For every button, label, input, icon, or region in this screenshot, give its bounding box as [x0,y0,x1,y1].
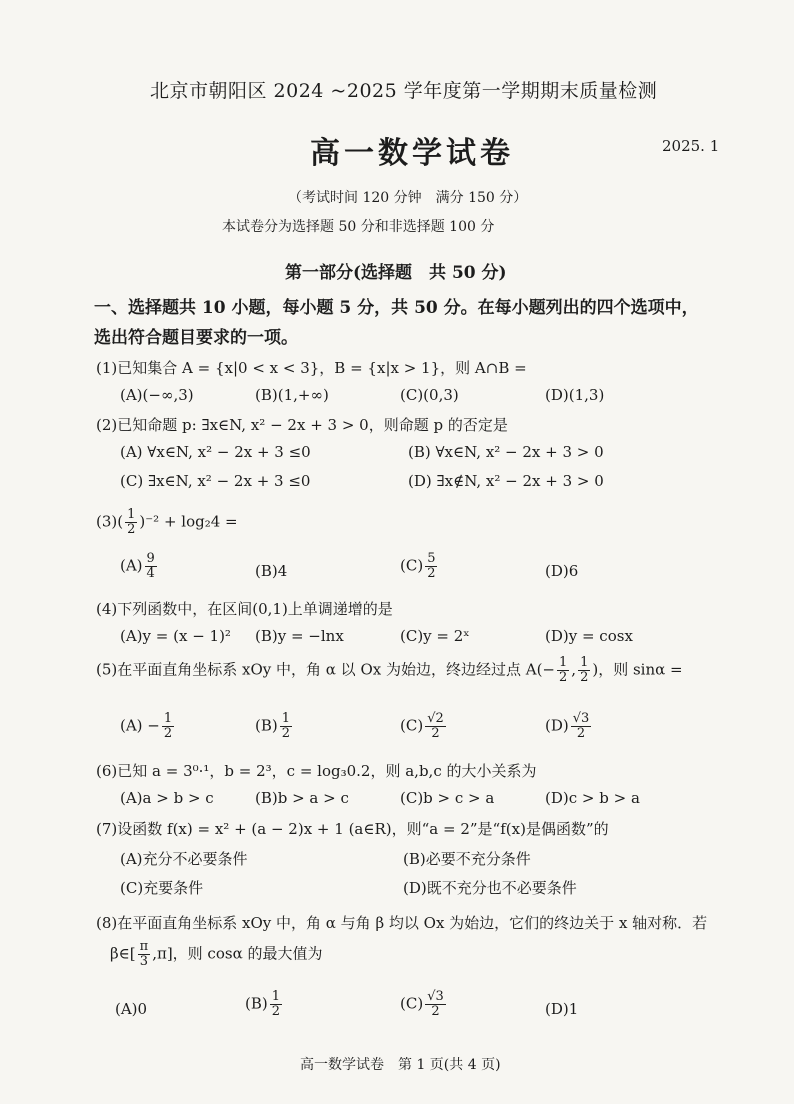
q5-b-den: 2 [281,726,291,741]
q7-option-d: (D)既不充分也不必要条件 [403,879,577,897]
q5-d-label: (D) [545,716,569,735]
q3-option-b: (B)4 [255,562,288,580]
q5-stem-pre: (5)在平面直角坐标系 xOy 中，角 α 以 Ox 为始边，终边经过点 A(− [96,660,555,679]
q3-a-den: 4 [146,566,155,581]
q8-c-den: 2 [431,1004,440,1019]
q5-a-fraction [162,712,174,741]
question-1-stem: (1)已知集合 A = {x|0 < x < 3}，B = {x|x > 1}，则 A∩B = [96,359,527,377]
question-8-stem-line2 [110,940,322,969]
q3-c-fraction [425,552,437,581]
q4-option-a: (A)y = (x − 1)² [120,627,231,645]
exam-name: 北京市朝阳区 2024 ~2025 学年度第一学期期末质量检测 [150,80,658,102]
q8-stem2-den: 3 [139,954,149,969]
q5-a-num: 1 [163,711,173,726]
exam-date: 2025. 1 [662,137,720,155]
q3-a-fraction [145,552,157,581]
q6-option-a: (A)a > b > c [120,789,214,807]
q3-stem-pre: (3)( [96,512,124,531]
q8-b-fraction [270,990,282,1019]
question-7-stem: (7)设函数 f(x) = x² + (a − 2)x + 1 (a∈R)，则“a = 2”是“f(x)是偶函数”的 [96,820,609,838]
question-4-stem: (4)下列函数中，在区间(0,1)上单调递增的是 [96,600,393,618]
part-title: 第一部分(选择题 共 50 分) [285,263,507,283]
score-composition: 本试卷分为选择题 50 分和非选择题 100 分 [222,219,495,235]
q8-b-label: (B) [245,994,268,1013]
q2-option-c: (C) ∃x∈N, x² − 2x + 3 ≤0 [120,472,311,490]
q8-option-c [400,990,448,1019]
q8-option-a: (A)0 [115,1000,148,1018]
q1-option-b: (B)(1,+∞) [255,386,329,404]
q3-stem-num: 1 [127,507,136,522]
q8-stem2-post: ,π]，则 cosα 的最大值为 [152,944,323,963]
q5-option-c [400,712,448,741]
q5-option-a [120,712,176,741]
q5-a-label: (A) − [120,716,160,735]
question-8-stem: (8)在平面直角坐标系 xOy 中，角 α 与角 β 均以 Ox 为始边，它们的终边关于 x 轴对称．若 [96,914,708,932]
q5-c-den: 2 [431,726,440,741]
q8-option-b [245,990,284,1019]
q8-c-fraction [425,990,446,1019]
q4-option-b: (B)y = −lnx [255,627,344,645]
q8-c-num: √3 [427,989,444,1004]
page-footer: 高一数学试卷 第 1 页(共 4 页) [300,1057,501,1073]
q3-option-a [120,552,159,581]
q3-c-den: 2 [427,566,436,581]
q5-d-num: √3 [572,711,590,726]
q5-a-den: 2 [163,726,173,741]
q5-b-fraction [280,712,292,741]
section-instructions: 一、选择题共 10 小题，每小题 5 分，共 50 分。在每小题列出的四个选项中，选出符合题目要求的一项。 [94,298,699,348]
q5-stem-mid: , [571,660,577,679]
question-3-stem [96,508,238,537]
q6-option-d: (D)c > b > a [545,789,640,807]
q7-option-c: (C)充要条件 [120,879,204,897]
q2-option-b: (B) ∀x∈N, x² − 2x + 3 > 0 [408,443,604,461]
q3-stem-den: 2 [127,522,136,537]
q5-d-den: 2 [576,726,586,741]
q3-a-label: (A) [120,556,143,575]
q5-stem-fraction-2 [578,656,590,685]
q2-option-d: (D) ∃x∉N, x² − 2x + 3 > 0 [408,472,604,490]
q5-stem-den2: 2 [580,670,589,685]
q4-option-c: (C)y = 2ˣ [400,627,470,645]
q3-stem-post: )⁻² + log₂4 = [139,512,238,531]
q5-c-num: √2 [427,711,444,726]
q5-option-b [255,712,294,741]
q2-option-a: (A) ∀x∈N, x² − 2x + 3 ≤0 [120,443,311,461]
q5-stem-post: )，则 sinα = [592,660,683,679]
q1-option-d: (D)(1,3) [545,386,605,404]
q8-b-den: 2 [271,1004,281,1019]
q4-option-d: (D)y = cosx [545,627,633,645]
paper-title: 高一数学试卷 [310,136,514,171]
q5-stem-den1: 2 [559,670,568,685]
q3-a-num: 9 [146,551,155,566]
q8-stem2-num: π [139,939,149,954]
q8-b-num: 1 [271,989,281,1004]
exam-info: （考试时间 120 分钟 满分 150 分） [288,190,528,206]
q3-c-num: 5 [427,551,436,566]
q1-option-c: (C)(0,3) [400,386,459,404]
q8-option-d: (D)1 [545,1000,579,1018]
q7-option-a: (A)充分不必要条件 [120,850,248,868]
q6-option-b: (B)b > a > c [255,789,349,807]
q5-stem-num1: 1 [559,655,568,670]
q5-c-label: (C) [400,716,424,735]
q1-option-a: (A)(−∞,3) [120,386,194,404]
q5-stem-num2: 1 [580,655,589,670]
q5-option-d [545,712,593,741]
q3-stem-fraction [125,508,137,537]
q3-option-d: (D)6 [545,562,579,580]
question-5-stem [96,656,683,685]
q5-stem-fraction-1 [557,656,569,685]
q3-c-label: (C) [400,556,424,575]
q8-c-label: (C) [400,994,424,1013]
q6-option-c: (C)b > c > a [400,789,495,807]
q5-c-fraction [425,712,446,741]
question-2-stem: (2)已知命题 p: ∃x∈N, x² − 2x + 3 > 0，则命题 p 的否定是 [96,416,508,434]
q5-d-fraction [571,712,592,741]
q5-b-num: 1 [281,711,291,726]
q7-option-b: (B)必要不充分条件 [403,850,531,868]
q8-stem2-pre: β∈[ [110,944,136,963]
q8-stem2-fraction [138,940,151,969]
question-6-stem: (6)已知 a = 3⁰·¹，b = 2³，c = log₃0.2，则 a,b,c 的大小关系为 [96,762,537,780]
q3-option-c [400,552,439,581]
q5-b-label: (B) [255,716,278,735]
